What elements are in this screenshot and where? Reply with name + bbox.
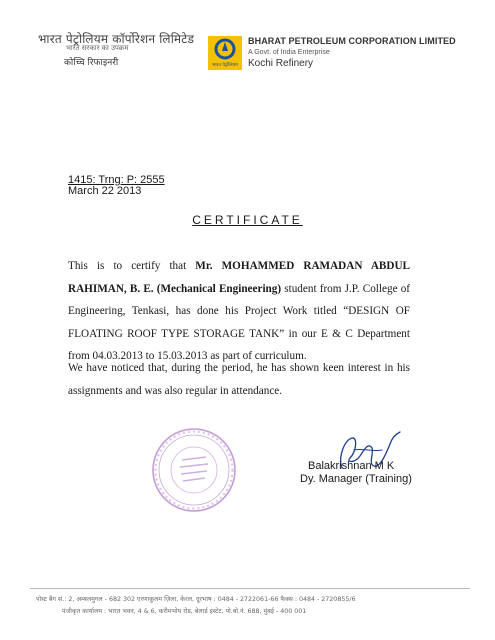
- bpcl-logo: [208, 36, 242, 70]
- company-name-english: BHARAT PETROLEUM CORPORATION LIMITED: [248, 36, 456, 46]
- bpcl-logo-icon: [208, 36, 242, 70]
- footer-address-line-2: पंजीकृत कार्यालय : भारत भवन, 4 & 6, करीमभोय रोड, बेलार्ड इस्टेट, पो.बो.नं. 688, मुंबई - 400 001: [62, 608, 307, 615]
- letter-date: March 22 2013: [68, 185, 142, 197]
- certificate-paragraph-1: [68, 255, 410, 368]
- intro-text: This is to certify that: [68, 260, 196, 272]
- location-hindi: कोच्चि रिफाइनरी: [64, 58, 119, 68]
- company-stamp: [150, 426, 238, 514]
- footer-address-line-1: पोस्ट बैग सं.: 2, अम्बलमुगल - 682 302 एरणाकुलम ज़िला, केरल, दूरभाष : 0484 - 2722061-66 फैक्स : 0484 - 2720855/6: [36, 596, 356, 603]
- logo-text: भारत पेट्रोलियम: [212, 63, 238, 68]
- signatory-designation: Dy. Manager (Training): [300, 473, 412, 485]
- student-name: Mr. MOHAMMED RAMADAN ABDUL RAHIMAN,: [68, 260, 411, 295]
- certificate-paragraph-2: We have noticed that, during the period, he has shown keen interest in his assignments and was also regular in attendance.: [68, 362, 410, 397]
- project-details: student from J.P. College of Engineering, Tenkasi, has done his Project Work titled “DESIGN OF FLOATING ROOF TYPE STORAGE TANK” in our E & C Department from 04.03.2013 to 15.03.2013 as part of curriculum.: [68, 282, 411, 362]
- reference-number: 1415: Trng: P: 2555: [68, 174, 165, 186]
- company-name-hindi: भारत पेट्रोलियम कॉर्पोरेशन लिमिटेड: [38, 32, 195, 46]
- certificate-title: CERTIFICATE: [192, 213, 303, 227]
- signatory-name: Balakrishnan M K: [308, 460, 395, 472]
- stamp-seal-icon: [150, 426, 238, 514]
- footer-divider: [30, 588, 470, 589]
- company-subtitle-english: A Govt. of India Enterprise: [248, 49, 330, 56]
- location-english: Kochi Refinery: [248, 58, 314, 69]
- company-subtitle-hindi: भारत सरकार का उपक्रम: [66, 44, 129, 52]
- student-degree: B. E. (Mechanical Engineering): [129, 282, 282, 295]
